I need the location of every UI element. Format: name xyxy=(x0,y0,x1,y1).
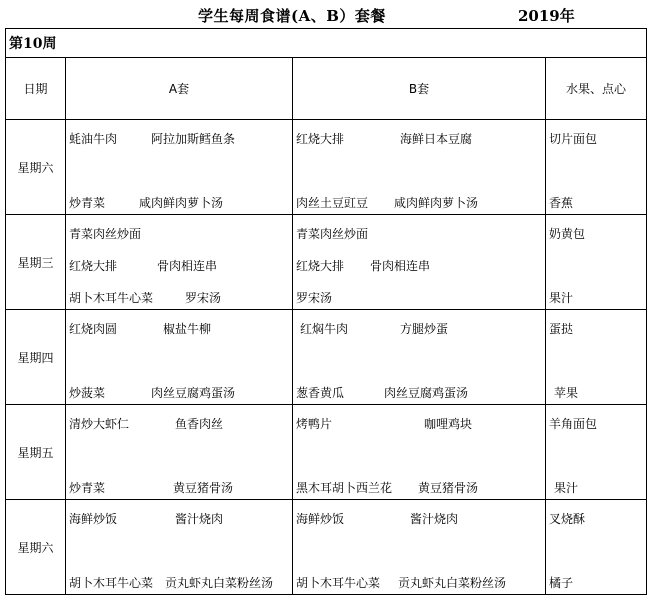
dish: 骨肉相连串 xyxy=(370,259,431,273)
dish: 清炒大虾仁 xyxy=(69,417,130,431)
dish: 青菜肉丝炒面 xyxy=(296,227,369,241)
dish: 烤鸭片 xyxy=(296,417,333,431)
header-fruit: 水果、点心 xyxy=(546,58,647,120)
fruit-cell xyxy=(546,500,646,594)
dish: 肉丝豆腐鸡蛋汤 xyxy=(151,386,236,400)
table-row xyxy=(6,310,647,405)
dish: 蚝油牛肉 xyxy=(69,132,118,146)
dish: 阿拉加斯鳕鱼条 xyxy=(151,132,236,146)
dish: 炒菠菜 xyxy=(69,386,106,400)
dish: 海鲜日本豆腐 xyxy=(400,132,473,146)
weekly-menu-table xyxy=(5,28,647,595)
dish: 咖哩鸡块 xyxy=(424,417,473,431)
dish: 海鲜炒饭 xyxy=(69,512,118,526)
fruit: 苹果 xyxy=(554,386,579,400)
dish: 咸肉鲜肉萝卜汤 xyxy=(139,196,224,210)
dish: 椒盐牛柳 xyxy=(163,322,212,336)
menu-year: 2019年 xyxy=(518,7,575,25)
fruit: 果汁 xyxy=(549,291,574,305)
dish: 红烧大排 xyxy=(69,259,118,273)
dish: 方腿炒蛋 xyxy=(400,322,449,336)
set-a-cell xyxy=(66,215,292,309)
header-date: 日期 xyxy=(6,58,66,120)
dish: 罗宋汤 xyxy=(185,291,222,305)
dish: 黄豆猪骨汤 xyxy=(418,481,479,495)
table-row xyxy=(6,405,647,500)
day-label: 星期五 xyxy=(6,405,66,500)
dish: 红焖牛肉 xyxy=(300,322,349,336)
dish: 红烧大排 xyxy=(296,132,345,146)
menu-title: 学生每周食谱(A、B）套餐 xyxy=(198,7,386,25)
snack: 羊角面包 xyxy=(549,417,598,431)
dish: 罗宋汤 xyxy=(296,291,333,305)
dish: 红烧大排 xyxy=(296,259,345,273)
set-b-cell xyxy=(293,500,545,594)
day-label: 星期四 xyxy=(6,310,66,405)
dish: 红烧肉圆 xyxy=(69,322,118,336)
fruit: 果汁 xyxy=(554,481,579,495)
set-b-cell xyxy=(293,120,545,214)
table-row xyxy=(6,215,647,310)
dish: 葱香黄瓜 xyxy=(296,386,345,400)
dish: 黑木耳胡卜西兰花 xyxy=(296,481,393,495)
fruit-cell xyxy=(546,310,646,404)
dish: 肉丝土豆豇豆 xyxy=(296,196,369,210)
snack: 蛋挞 xyxy=(549,322,574,336)
dish: 炒青菜 xyxy=(69,481,106,495)
day-label: 星期六 xyxy=(6,120,66,215)
set-b-cell xyxy=(293,215,545,309)
dish: 骨肉相连串 xyxy=(157,259,218,273)
dish: 胡卜木耳牛心菜 xyxy=(296,576,381,590)
dish: 胡卜木耳牛心菜 xyxy=(69,576,154,590)
dish: 黄豆猪骨汤 xyxy=(173,481,234,495)
fruit-cell xyxy=(546,405,646,499)
set-a-cell xyxy=(66,120,292,214)
dish: 鱼香肉丝 xyxy=(175,417,224,431)
set-b-cell xyxy=(293,310,545,404)
snack: 切片面包 xyxy=(549,132,598,146)
fruit-cell xyxy=(546,120,646,214)
table-row xyxy=(6,120,647,215)
dish: 贡丸虾丸白菜粉丝汤 xyxy=(398,576,507,590)
title-bar xyxy=(0,3,647,27)
set-a-cell xyxy=(66,405,292,499)
dish: 肉丝豆腐鸡蛋汤 xyxy=(384,386,469,400)
day-label: 星期六 xyxy=(6,500,66,595)
snack: 奶黄包 xyxy=(549,227,586,241)
dish: 咸肉鲜肉萝卜汤 xyxy=(394,196,479,210)
day-label: 星期三 xyxy=(6,215,66,310)
fruit-cell xyxy=(546,215,646,309)
fruit: 橘子 xyxy=(549,576,574,590)
table-row xyxy=(6,500,647,595)
set-a-cell xyxy=(66,310,292,404)
header-set-b: B套 xyxy=(293,58,546,120)
dish: 胡卜木耳牛心菜 xyxy=(69,291,154,305)
header-set-a: A套 xyxy=(66,58,293,120)
fruit: 香蕉 xyxy=(549,196,574,210)
dish: 炒青菜 xyxy=(69,196,106,210)
set-a-cell xyxy=(66,500,292,594)
week-label: 第10周 xyxy=(6,29,647,58)
dish: 酱汁烧肉 xyxy=(175,512,224,526)
snack: 叉烧酥 xyxy=(549,512,586,526)
set-b-cell xyxy=(293,405,545,499)
dish: 贡丸虾丸白菜粉丝汤 xyxy=(165,576,274,590)
dish: 酱汁烧肉 xyxy=(410,512,459,526)
dish: 海鲜炒饭 xyxy=(296,512,345,526)
dish: 青菜肉丝炒面 xyxy=(69,227,142,241)
